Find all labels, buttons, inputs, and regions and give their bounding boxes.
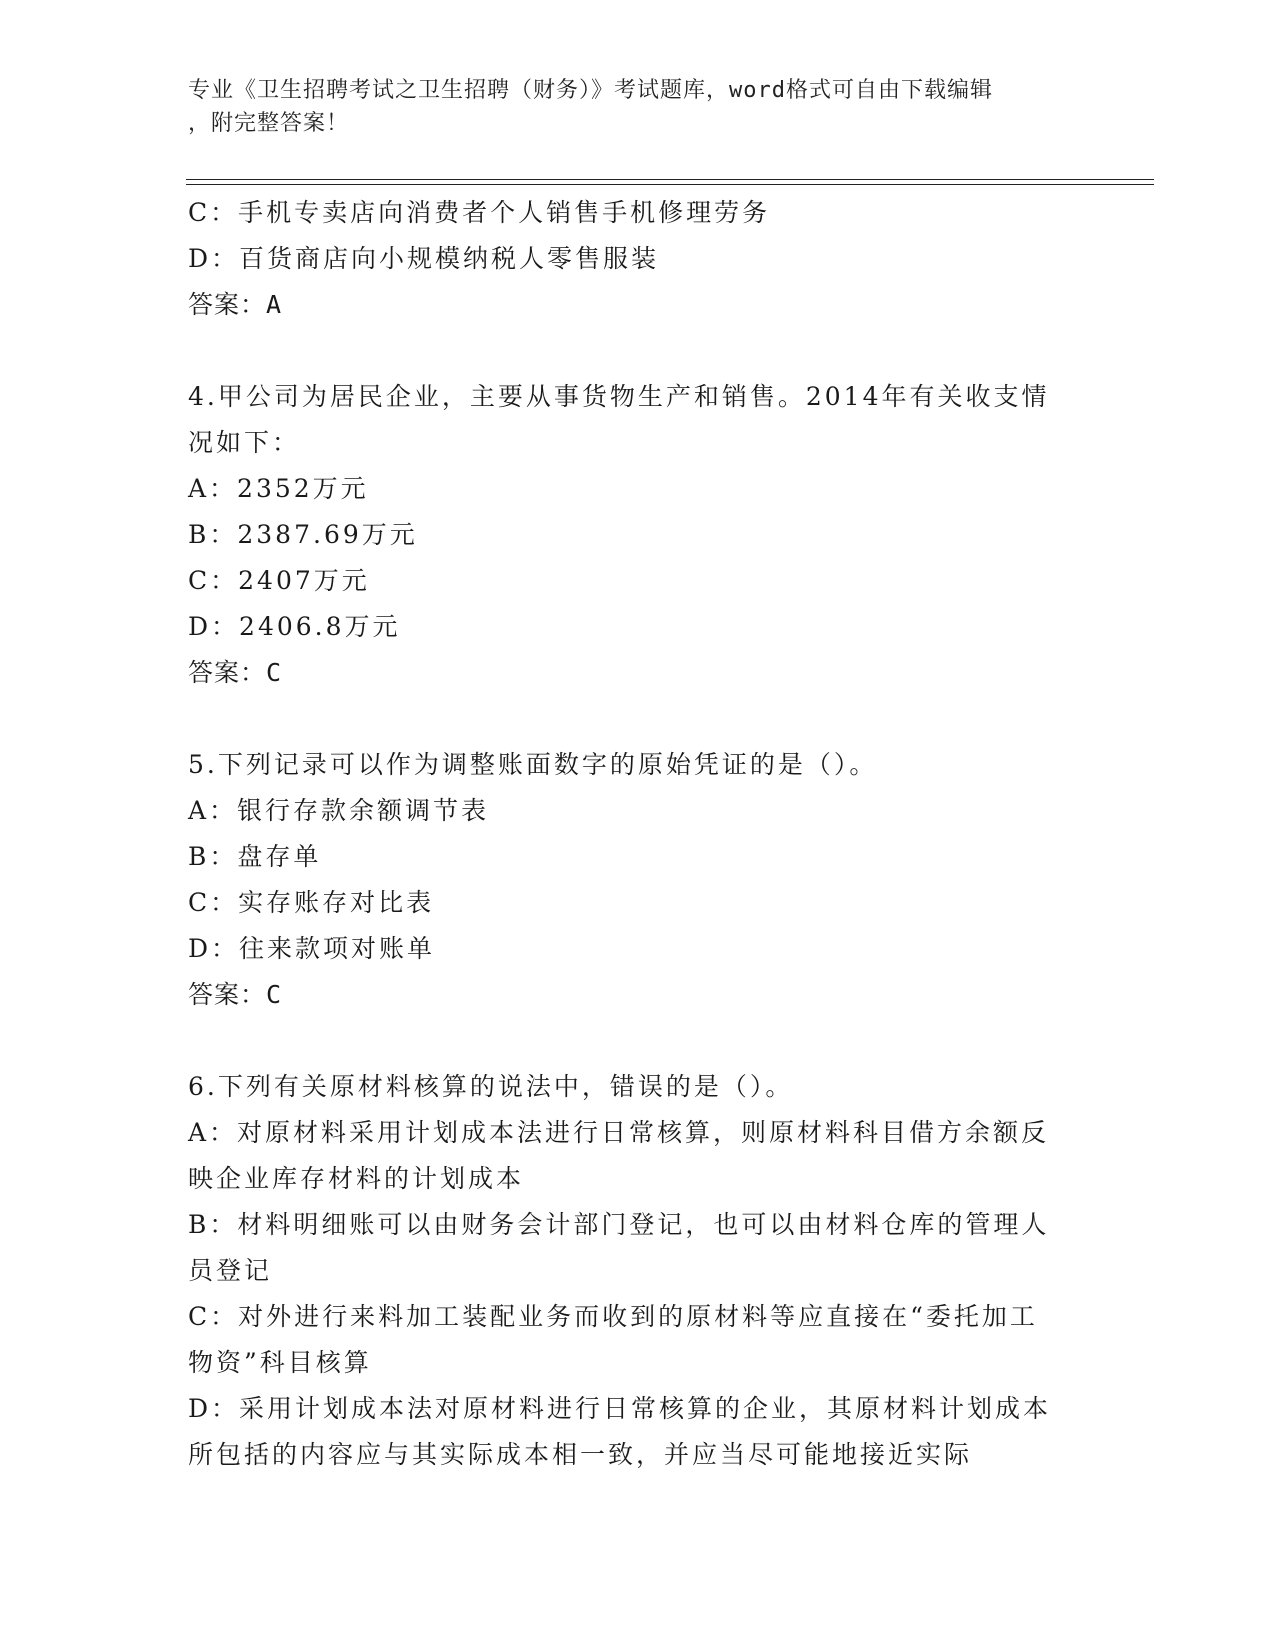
header-line-2: ，附完整答案！ <box>188 111 350 136</box>
q5-option-c: C：实存账存对比表 <box>188 888 435 917</box>
q6-option-a-line-2: 映企业库存材料的计划成本 <box>188 1164 525 1193</box>
q6-question: 6.下列有关原材料核算的说法中，错误的是（）。 <box>188 1072 794 1101</box>
q5-option-b: B：盘存单 <box>188 842 322 871</box>
q4-option-d: D：2406.8万元 <box>188 612 401 641</box>
q6-option-b-line-2: 员登记 <box>188 1256 273 1285</box>
q6-option-b-line-1: B：材料明细账可以由财务会计部门登记，也可以由材料仓库的管理人 <box>188 1210 1050 1239</box>
q4-option-a: A：2352万元 <box>188 474 369 503</box>
q5-option-a: A：银行存款余额调节表 <box>188 796 490 825</box>
q4-answer: 答案：C <box>188 658 283 687</box>
question-6-block <box>188 1064 1088 1478</box>
header-divider-bottom <box>186 184 1154 185</box>
q5-question: 5.下列记录可以作为调整账面数字的原始凭证的是（）。 <box>188 750 878 779</box>
spacer <box>188 696 1088 742</box>
question-4-block <box>188 374 1088 696</box>
q3-answer: 答案：A <box>188 290 283 319</box>
q6-option-c-line-2: 物资”科目核算 <box>188 1348 372 1377</box>
q6-option-d-line-2: 所包括的内容应与其实际成本相一致，并应当尽可能地接近实际 <box>188 1440 973 1469</box>
q5-answer: 答案：C <box>188 980 283 1009</box>
question-content <box>188 190 1088 1478</box>
q6-option-d-line-1: D：采用计划成本法对原材料进行日常核算的企业，其原材料计划成本 <box>188 1394 1052 1423</box>
q6-option-a-line-1: A：对原材料采用计划成本法进行日常核算，则原材料科目借方余额反 <box>188 1118 1050 1147</box>
spacer <box>188 1018 1088 1064</box>
question-3-block <box>188 190 1088 328</box>
question-5-block <box>188 742 1088 1018</box>
q4-option-c: C：2407万元 <box>188 566 370 595</box>
q4-question-line-2: 况如下： <box>188 428 301 457</box>
q4-option-b: B：2387.69万元 <box>188 520 418 549</box>
spacer <box>188 328 1088 374</box>
q5-option-d: D：往来款项对账单 <box>188 934 436 963</box>
q6-option-c-line-1: C：对外进行来料加工装配业务而收到的原材料等应直接在“委托加工 <box>188 1302 1038 1331</box>
header-divider-top <box>186 179 1154 180</box>
q3-option-d: D：百货商店向小规模纳税人零售服装 <box>188 244 660 273</box>
header-line-1: 专业《卫生招聘考试之卫生招聘（财务）》考试题库，word格式可自由下载编辑 <box>188 78 993 103</box>
q3-option-c: C：手机专卖店向消费者个人销售手机修理劳务 <box>188 198 771 227</box>
q4-question-line-1: 4.甲公司为居民企业，主要从事货物生产和销售。2014年有关收支情 <box>188 382 1050 411</box>
page-header <box>188 74 1068 140</box>
